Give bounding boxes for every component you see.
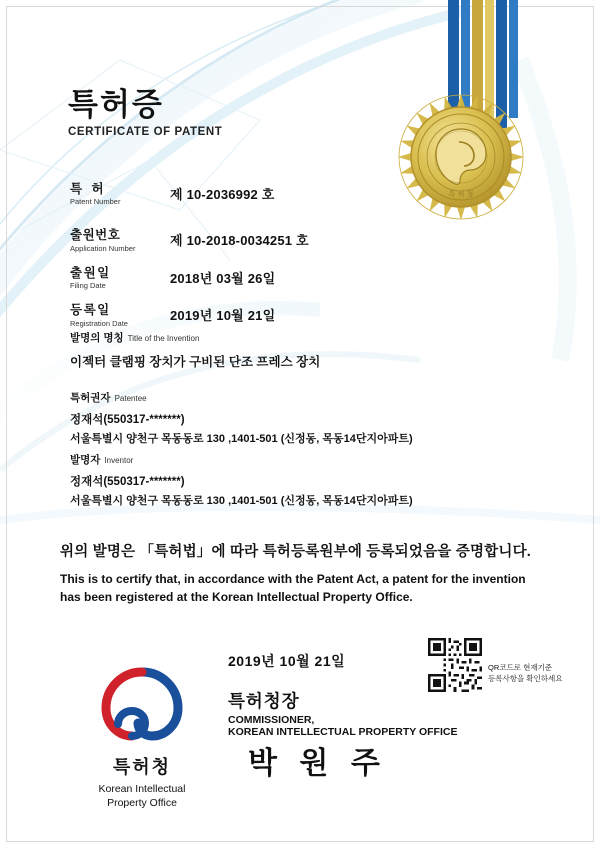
kipo-logo-icon [100, 666, 184, 744]
office-name-ko: 특허청 [112, 757, 172, 777]
commissioner-title-en-line1: COMMISSIONER, [228, 714, 315, 726]
field-label-ko: 출원일 [70, 265, 111, 280]
field-value-filing-date: 2018년 03월 26일 [170, 270, 276, 286]
field-label-en: Filing Date [70, 281, 106, 291]
qr-note-line1: QR코드로 현재기준 [488, 663, 553, 672]
invention-title-value: 이젝터 클램핑 장치가 구비된 단조 프레스 장치 [70, 355, 321, 369]
inventor-heading-ko: 발명자 [70, 454, 101, 466]
patentee-name: 정재석(550317-*******) [70, 414, 185, 426]
title-english: CERTIFICATE OF PATENT [68, 126, 223, 139]
field-label [70, 182, 170, 206]
qr-note-line2: 등록사항을 확인하세요 [488, 674, 563, 684]
commissioner-title-ko: 특허청장 [228, 691, 300, 711]
field-label [70, 228, 170, 252]
commissioner-signature: 박 원 주 [248, 746, 386, 781]
invention-heading [70, 330, 540, 345]
kipo-emblem-block [62, 666, 222, 810]
patent-fields [70, 182, 540, 341]
patentee-section [70, 390, 540, 446]
field-label-ko: 출원번호 [70, 228, 121, 243]
title-korean: 특허증 [68, 87, 164, 122]
field-value-registration-date: 2019년 10월 21일 [170, 308, 276, 324]
field-row-filing-date [70, 266, 540, 290]
certification-statement [60, 540, 540, 606]
inventor-address: 서울특별시 양천구 목동동로 130 ,1401-501 (신정동, 목동14단지아파트) [70, 495, 413, 507]
field-value-application-number: 제 10-2018-0034251 호 [170, 233, 309, 249]
certification-korean: 위의 발명은 「특허법」에 따라 특허등록원부에 등록되었음을 증명합니다. [60, 544, 532, 560]
patentee-heading [70, 390, 540, 405]
field-label-en: Patent Number [70, 197, 121, 207]
field-row-patent-number [70, 182, 540, 206]
certificate-title [68, 88, 222, 138]
inventor-heading [70, 452, 540, 467]
field-label [70, 303, 170, 327]
patentee-heading-ko: 특허권자 [70, 392, 111, 404]
patentee-address: 서울특별시 양천구 목동동로 130 ,1401-501 (신정동, 목동14단지아파트) [70, 433, 413, 445]
field-row-registration-date [70, 303, 540, 327]
field-label-en: Application Number [70, 243, 136, 253]
field-label-en: Registration Date [70, 318, 128, 328]
certification-english-line2: has been registered at the Korean Intellectual Property Office. [60, 590, 413, 604]
inventor-section [70, 452, 540, 508]
qr-note [488, 662, 582, 685]
commissioner-title-en-line2: KOREAN INTELLECTUAL PROPERTY OFFICE [228, 726, 458, 738]
office-name-en-line2: Property Office [107, 797, 177, 810]
field-row-application-number [70, 228, 540, 252]
invention-section [70, 330, 540, 370]
patentee-heading-en: Patentee [114, 394, 147, 403]
qr-code[interactable] [428, 638, 482, 697]
issue-date: 2019년 10월 21일 [228, 653, 346, 669]
field-label-ko: 등록일 [70, 303, 111, 318]
inventor-heading-en: Inventor [104, 456, 134, 465]
svg-text:특 허 청: 특 허 청 [448, 190, 474, 198]
inventor-name: 정재석(550317-*******) [70, 476, 185, 488]
certification-english [60, 570, 540, 606]
commissioner-block [228, 688, 457, 738]
office-name-en [62, 782, 222, 810]
certification-english-line1: This is to certify that, in accordance with the Patent Act, a patent for the invention [60, 572, 526, 586]
invention-heading-ko: 발명의 명칭 [70, 332, 124, 344]
field-label-ko: 특 허 [70, 182, 107, 196]
invention-heading-en: Title of the Invention [127, 334, 200, 343]
office-name-en-line1: Korean Intellectual [98, 783, 186, 795]
field-value-patent-number: 제 10-2036992 호 [170, 187, 275, 202]
field-label [70, 266, 170, 290]
